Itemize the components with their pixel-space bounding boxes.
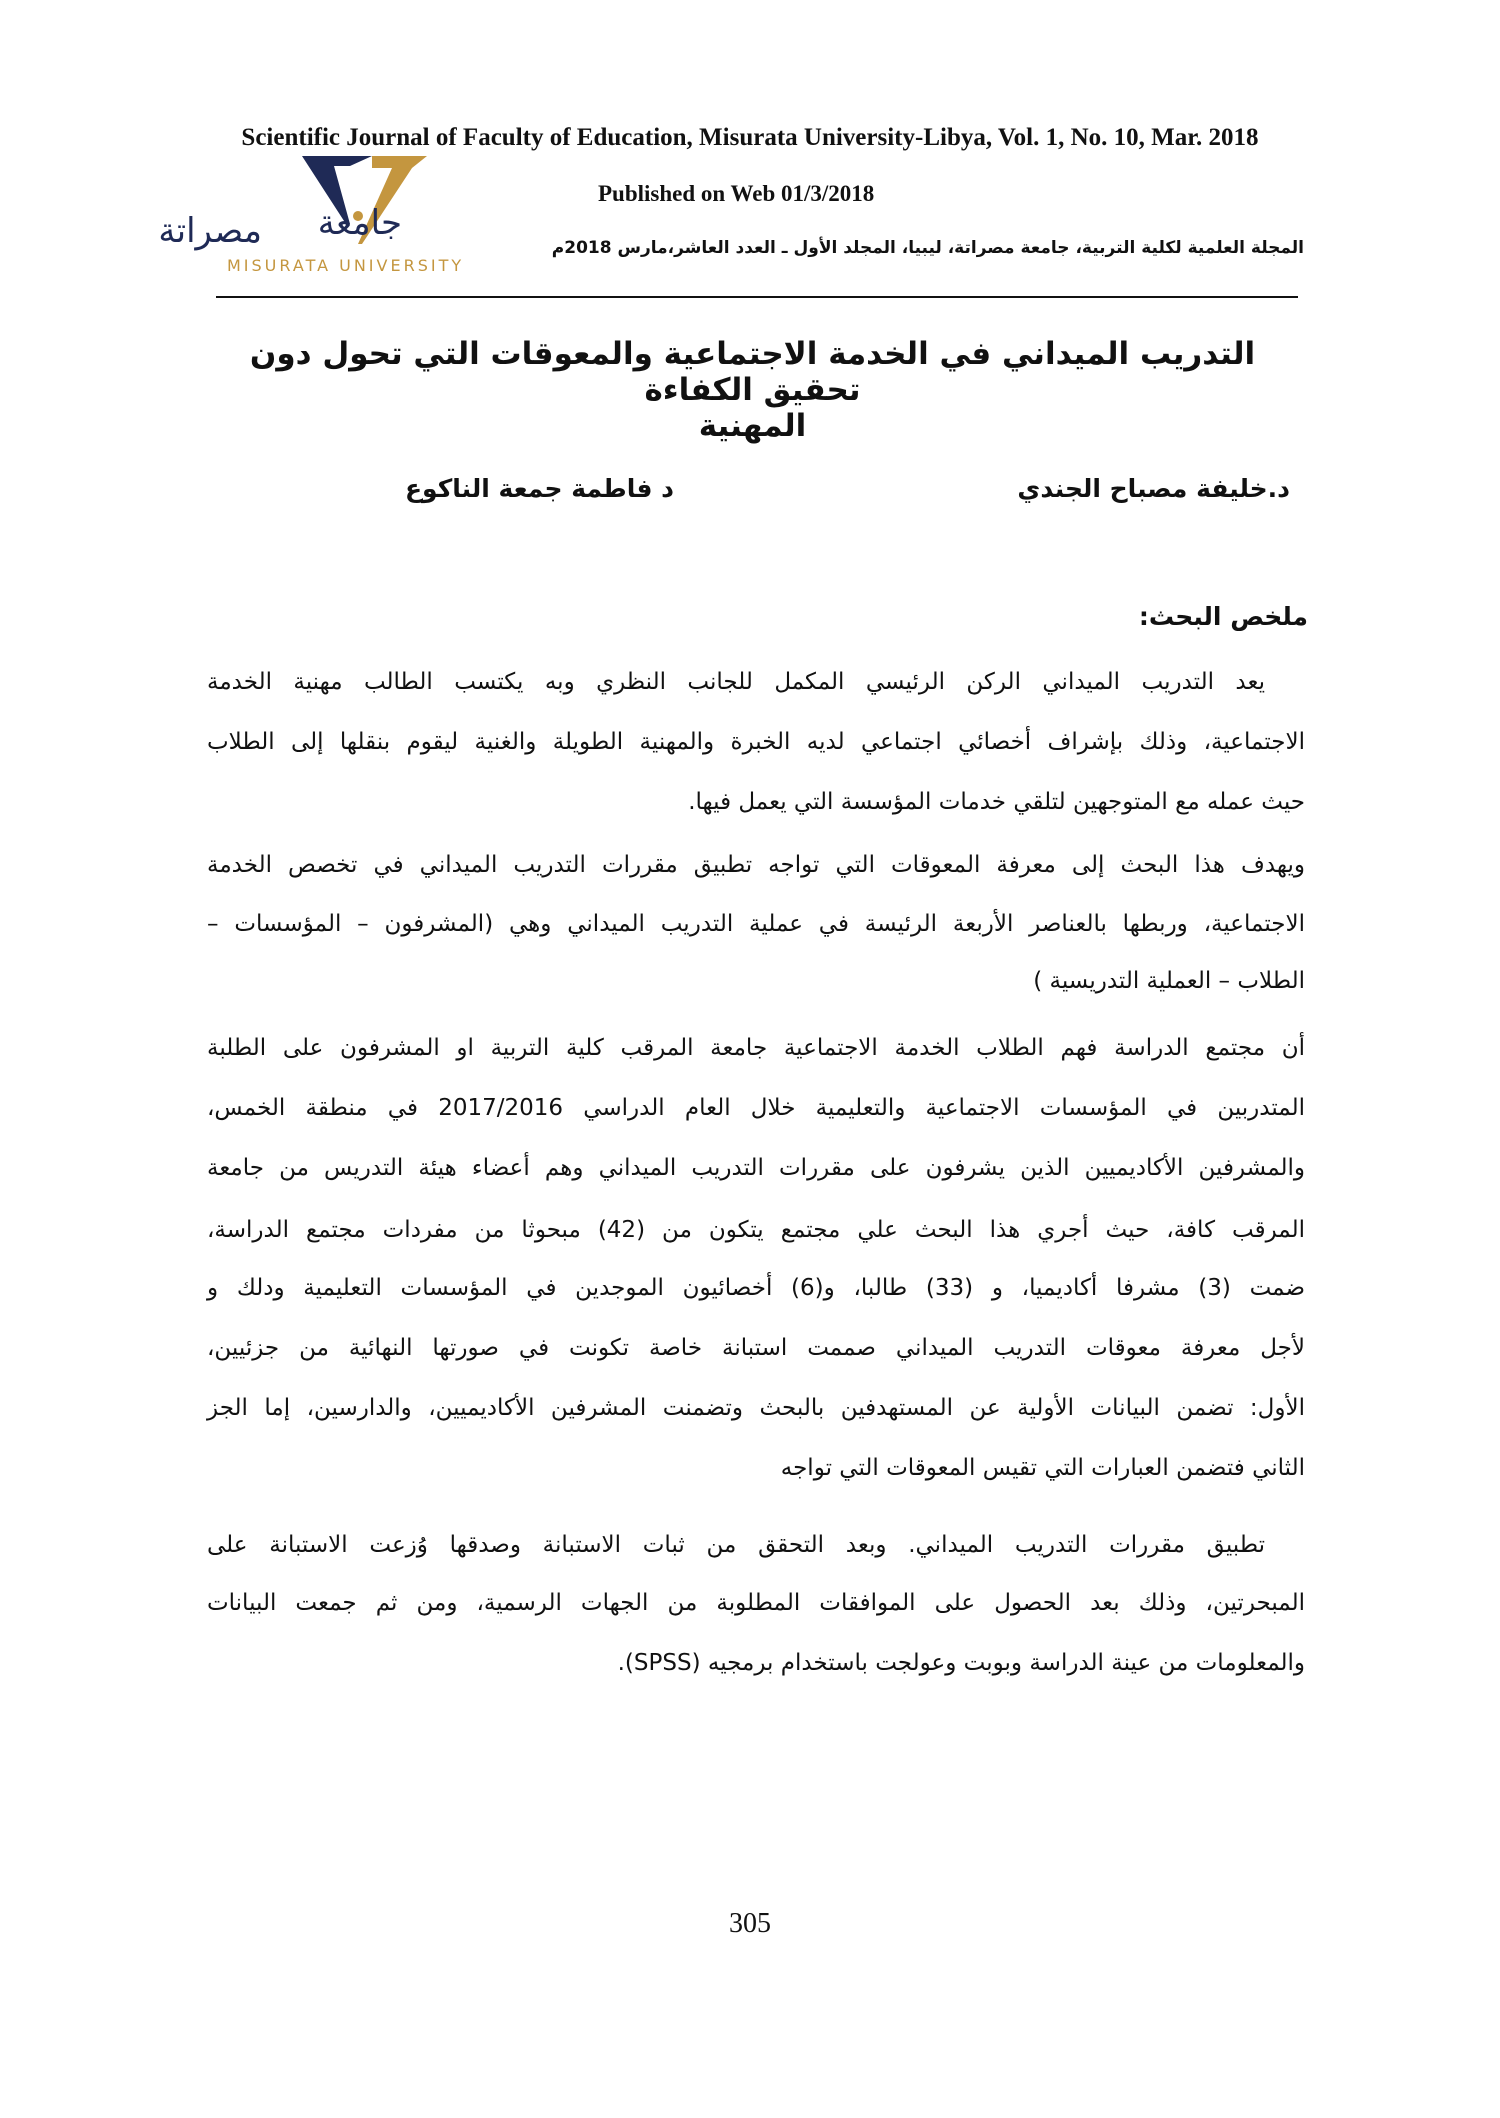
published-date: Published on Web 01/3/2018 xyxy=(598,181,875,206)
author-2: د فاطمة جمعة الناكوع xyxy=(404,474,674,503)
svg-text:MISURATA UNIVERSITY: MISURATA UNIVERSITY xyxy=(227,256,465,275)
svg-text:جامعة: جامعة xyxy=(317,203,402,243)
author-1: د.خليفة مصباح الجندي xyxy=(1017,474,1290,503)
header-divider xyxy=(216,296,1298,298)
paper-title-line2: المهنية xyxy=(698,408,807,444)
abstract-line: يعد التدريب الميداني الركن الرئيسي المكمل للجانب النظري وبه يكتسب الطالب مهنية الخدمة xyxy=(207,669,1265,695)
abstract-line: والمعلومات من عينة الدراسة وبوبت وعولجت باستخدام برمجيه (SPSS). xyxy=(617,1650,1305,1676)
abstract-line: والمشرفين الأكاديميين الذين يشرفون على مقررات التدريب الميداني وهم أعضاء هيئة التدريس من جامعة xyxy=(207,1155,1305,1181)
journal-title-ar: المجلة العلمية لكلية التربية، جامعة مصراتة، ليبيا، المجلد الأول ـ العدد العاشر،مارس 2018م xyxy=(551,238,1304,258)
university-logo xyxy=(158,154,512,276)
page-number: 305 xyxy=(729,1908,771,1939)
abstract-line: حيث عمله مع المتوجهين لتلقي خدمات المؤسسة التي يعمل فيها. xyxy=(688,789,1305,815)
svg-text:مصراتة: مصراتة xyxy=(158,211,262,251)
abstract-line: الاجتماعية، وربطها بالعناصر الأربعة الرئيسة في عملية التدريب الميداني وهي (المشرفون – المؤسسات – xyxy=(207,911,1305,937)
journal-title-en: Scientific Journal of Faculty of Education, Misurata University-Libya, Vol. 1, No. 10, Mar. 2018 xyxy=(241,124,1259,151)
abstract-line: الأول: تضمن البيانات الأولية عن المستهدفين بالبحث وتضمنت المشرفين الأكاديميين، والدارسين، إما الجز xyxy=(207,1395,1305,1421)
abstract-line: الثاني فتضمن العبارات التي تقيس المعوقات التي تواجه xyxy=(780,1455,1305,1481)
abstract-line: المبحرتين، وذلك بعد الحصول على الموافقات المطلوبة من الجهات الرسمية، ومن ثم جمعت البيانات xyxy=(207,1590,1305,1616)
abstract-line: الطلاب – العملية التدريسية ) xyxy=(1033,968,1305,994)
abstract-line: لأجل معرفة معوقات التدريب الميداني صممت استبانة خاصة تكونت في صورتها النهائية من جزئيين، xyxy=(207,1335,1305,1361)
abstract-line: ضمت (3) مشرفا أكاديميا، و (33) طالبا، و(6) أخصائيون الموجدين في المؤسسات التعليمية ودلك و xyxy=(207,1275,1305,1301)
abstract-line: المرقب كافة، حيث أجري هذا البحث علي مجتمع يتكون من (42) مبحوثا من مفردات مجتمع الدراسة، xyxy=(207,1217,1305,1243)
abstract-line: تطبيق مقررات التدريب الميداني. وبعد التحقق من ثبات الاستبانة وصدقها وُزعت الاستبانة على xyxy=(207,1532,1265,1558)
paper-title-line1: التدريب الميداني في الخدمة الاجتماعية والمعوقات التي تحول دون تحقيق الكفاءة xyxy=(249,336,1256,408)
abstract-line: أن مجتمع الدراسة فهم الطلاب الخدمة الاجتماعية جامعة المرقب كلية التربية او المشرفون على الطلبة xyxy=(207,1035,1305,1061)
abstract-line: ويهدف هذا البحث إلى معرفة المعوقات التي تواجه تطبيق مقررات التدريب الميداني في تخصص الخدمة xyxy=(207,852,1305,878)
abstract-line: المتدربين في المؤسسات الاجتماعية والتعليمية خلال العام الدراسي 2017/2016 في منطقة الخمس، xyxy=(207,1095,1305,1121)
abstract-line: الاجتماعية، وذلك بإشراف أخصائي اجتماعي لديه الخبرة والمهنية الطويلة والغنية ليقوم بنقلها إلى الطلاب xyxy=(207,729,1305,755)
abstract-heading: ملخص البحث: xyxy=(1138,602,1308,631)
